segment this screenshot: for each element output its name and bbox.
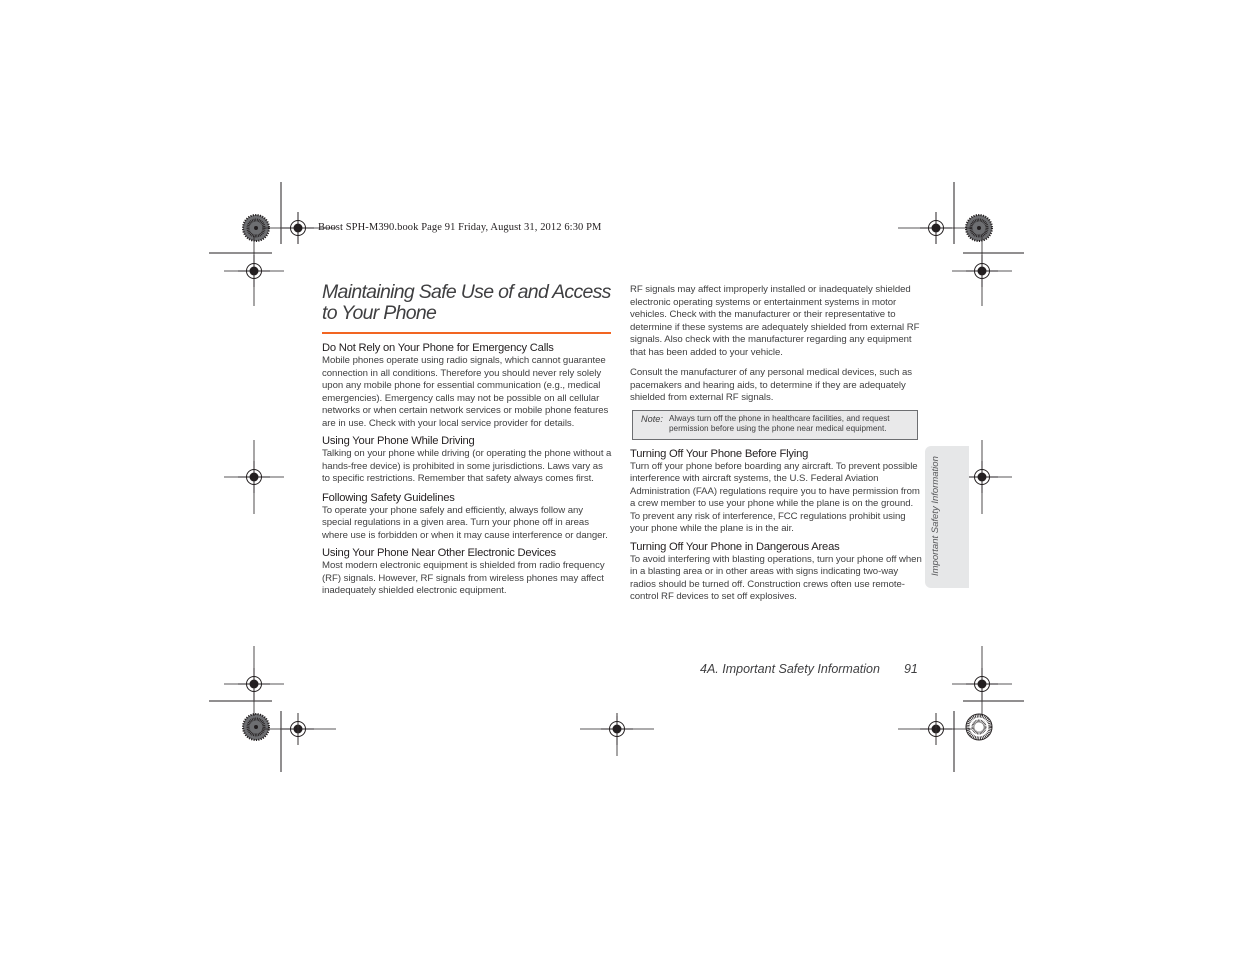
page-footer bbox=[700, 662, 918, 676]
side-tab bbox=[925, 446, 969, 588]
right-column bbox=[630, 284, 922, 609]
section-heading-electronic-devices: Using Your Phone Near Other Electronic Devices bbox=[322, 547, 556, 559]
print-header: Boost SPH-M390.book Page 91 Friday, August 31, 2012 6:30 PM bbox=[318, 222, 602, 233]
section-body-dangerous-areas: To avoid interfering with blasting operations, turn your phone off when in a blasting area or in other areas with signs indicating two-way radios should be turned off. Construction crews often use remote-control RF devices to set off explosives. bbox=[630, 553, 922, 602]
footer-section-name: 4A. Important Safety Information bbox=[700, 662, 880, 676]
section-heading-safety-guidelines: Following Safety Guidelines bbox=[322, 491, 455, 504]
section-heading-flying: Turning Off Your Phone Before Flying bbox=[630, 447, 809, 460]
section-body-safety-guidelines: To operate your phone safely and efficiently, always follow any special regulations in a given area. Turn your phone off in areas where use is forbidden or when it may cause interference or danger. bbox=[322, 504, 608, 541]
section-body-electronic-devices: Most modern electronic equipment is shielded from radio frequency (RF) signals. However, RF signals from wireless phones may affect inadequately shielded electronic equipment. bbox=[322, 560, 605, 596]
section-heading-emergency-calls: Do Not Rely on Your Phone for Emergency Calls bbox=[322, 342, 554, 354]
note-box bbox=[632, 410, 918, 440]
side-tab-label: Important Safety Information bbox=[930, 456, 941, 576]
page-number: 91 bbox=[903, 662, 918, 676]
section-heading-dangerous-areas: Turning Off Your Phone in Dangerous Areas bbox=[630, 540, 840, 553]
section-heading-driving: Using Your Phone While Driving bbox=[322, 435, 475, 447]
section-body-emergency-calls: Mobile phones operate using radio signals, which cannot guarantee connection in all conditions. Therefore you should never rely solely upon any mobile phone for essential communication (e.g., medical emergencies). Emergency calls may not be possible on all cellular networks or when certain network services or mobile phone features are in use. Check with your local service provider for details. bbox=[322, 355, 609, 429]
paragraph-rf-vehicles: RF signals may affect improperly installed or inadequately shielded electronic operating systems or entertainment systems in motor vehicles. Check with the manufacturer or their representative to determine if these systems are adequately shielded from external RF signals. Also check with the manufacturer regarding any equipment that has been added to your vehicle. bbox=[630, 284, 920, 358]
section-body-driving: Talking on your phone while driving (or operating the phone without a hands-free device) is prohibited in some jurisdictions. Laws vary as to specific restrictions. Remember that safety always comes first. bbox=[322, 448, 612, 484]
note-label: Note: bbox=[641, 413, 663, 424]
section-body-flying: Turn off your phone before boarding any aircraft. To prevent possible interference with aircraft systems, the U.S. Federal Aviation Administration (FAA) regulations require you to have permission from a crew member to use your phone while the plane is on the ground. To prevent any risk of interference, FCC regulations prohibit using your phone while the plane is in the air. bbox=[630, 460, 920, 534]
left-column bbox=[322, 282, 612, 603]
paragraph-medical-devices: Consult the manufacturer of any personal medical devices, such as pacemakers and hearing aids, to determine if they are adequately shielded from external RF signals. bbox=[630, 367, 913, 403]
page-title: Maintaining Safe Use of and Access to Your Phone bbox=[322, 281, 611, 324]
note-text: Always turn off the phone in healthcare facilities, and request permission before using the phone near medical equipment. bbox=[668, 413, 890, 433]
title-underline bbox=[322, 332, 611, 334]
